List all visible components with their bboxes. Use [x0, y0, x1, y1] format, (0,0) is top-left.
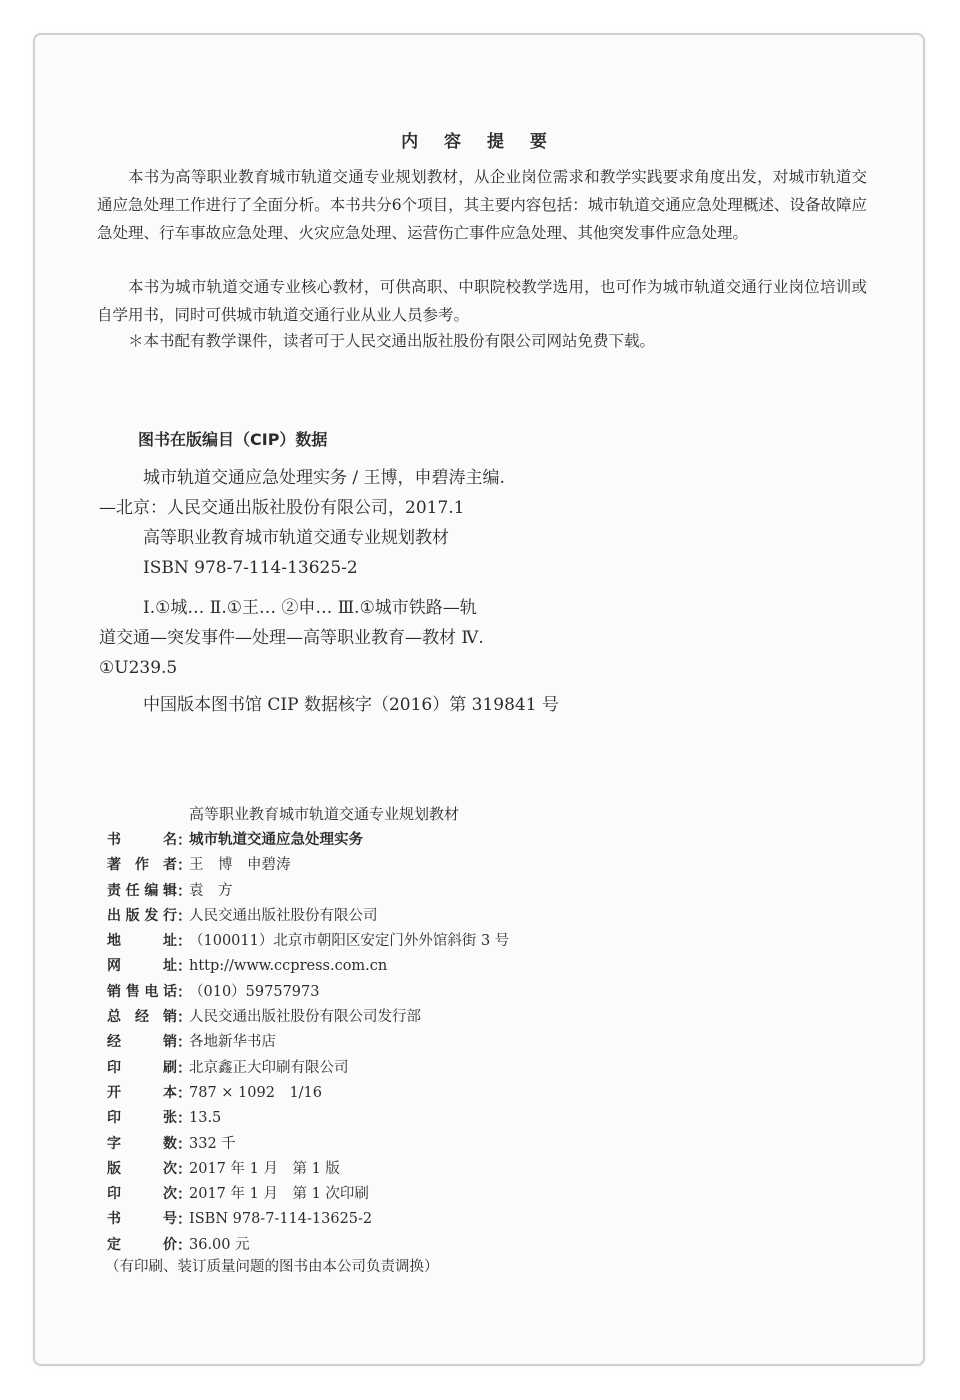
- info-label: 字数: [107, 1135, 177, 1152]
- info-value: 2017 年 1 月 第 1 版: [189, 1160, 340, 1177]
- info-row-isbn: 书号 ： ISBN 978-7-114-13625-2: [107, 1207, 509, 1232]
- info-value: 北京鑫正大印刷有限公司: [189, 1059, 349, 1076]
- info-row-website: 网址 ： http://www.ccpress.com.cn: [107, 954, 509, 979]
- info-label: 地址: [107, 933, 177, 950]
- copyright-page: [33, 33, 925, 1366]
- info-value: http://www.ccpress.com.cn: [189, 958, 388, 975]
- info-row-edition: 版次 ： 2017 年 1 月 第 1 版: [107, 1157, 509, 1182]
- info-row-publisher: 出版发行 ： 人民交通出版社股份有限公司: [107, 904, 509, 929]
- info-row-seller: 经销 ： 各地新华书店: [107, 1030, 509, 1055]
- info-label: 责任编辑: [107, 882, 177, 899]
- cip-line: Ⅰ.①城… Ⅱ.①王… ②申… Ⅲ.①城市铁路—轨: [143, 598, 477, 618]
- cip-line: 城市轨道交通应急处理实务 / 王博，申碧涛主编.: [143, 468, 505, 488]
- cip-block: [99, 463, 619, 683]
- info-row-wordcount: 字数 ： 332 千: [107, 1132, 509, 1157]
- copyright-info-list: [107, 828, 509, 1258]
- cip-line: 道交通—突发事件—处理—高等职业教育—教材 Ⅳ.: [99, 628, 484, 648]
- summary-paragraph-3: ＊本书配有教学课件，读者可于人民交通出版社股份有限公司网站免费下载。: [128, 332, 656, 350]
- info-row-editor: 责任编辑 ： 袁 方: [107, 879, 509, 904]
- info-row-address: 地址 ： （100011）北京市朝阳区安定门外外馆斜街 3 号: [107, 929, 509, 954]
- info-row-price: 定价 ： 36.00 元: [107, 1233, 509, 1258]
- cip-line: ISBN 978-7-114-13625-2: [143, 558, 358, 578]
- info-value: 332 千: [189, 1135, 236, 1152]
- info-label: 印刷: [107, 1059, 177, 1076]
- cip-record-number: 中国版本图书馆 CIP 数据核字（2016）第 319841 号: [143, 695, 559, 715]
- info-value: 787 × 1092 1/16: [189, 1084, 323, 1101]
- info-row-printer: 印刷 ： 北京鑫正大印刷有限公司: [107, 1056, 509, 1081]
- info-label: 定价: [107, 1236, 177, 1253]
- info-value: 王 博 申碧涛: [189, 857, 291, 874]
- info-value: 人民交通出版社股份有限公司发行部: [189, 1009, 421, 1026]
- info-label: 开本: [107, 1084, 177, 1101]
- info-value: 袁 方: [189, 882, 233, 899]
- summary-paragraph-1: 本书为高等职业教育城市轨道交通专业规划教材，从企业岗位需求和教学实践要求角度出发，对城市轨道交通应急处理工作进行了全面分析。本书共分6个项目，其主要内容包括：城市轨道交通应急处理概述、设备故障应急处理、行车事故应急处理、火灾应急处理、运营伤亡事件应急处理、其他突发事件应急处理。: [97, 168, 867, 242]
- info-label: 印张: [107, 1110, 177, 1127]
- info-label: 总经销: [107, 1009, 177, 1026]
- info-label: 版次: [107, 1160, 177, 1177]
- summary-heading: 内 容 提 要: [401, 132, 557, 152]
- info-label: 销售电话: [107, 983, 177, 1000]
- info-row-format: 开本 ： 787 × 1092 1/16: [107, 1081, 509, 1106]
- info-row-title: 书名 ： 城市轨道交通应急处理实务: [107, 828, 509, 853]
- info-row-distributor: 总经销 ： 人民交通出版社股份有限公司发行部: [107, 1005, 509, 1030]
- info-value: 城市轨道交通应急处理实务: [189, 832, 363, 848]
- cip-title: 图书在版编目（CIP）数据: [138, 430, 328, 449]
- info-value: 13.5: [189, 1110, 222, 1127]
- info-value: 各地新华书店: [189, 1034, 276, 1051]
- quality-note: （有印刷、装订质量问题的图书由本公司负责调换）: [105, 1259, 439, 1275]
- info-label: 书号: [107, 1211, 177, 1228]
- info-label: 网址: [107, 958, 177, 975]
- info-value: （100011）北京市朝阳区安定门外外馆斜街 3 号: [189, 933, 510, 950]
- summary-paragraph-2: 本书为城市轨道交通专业核心教材，可供高职、中职院校教学选用，也可作为城市轨道交通行业岗位培训或自学用书，同时可供城市轨道交通行业从业人员参考。: [97, 278, 867, 324]
- info-value: ISBN 978-7-114-13625-2: [189, 1211, 373, 1228]
- info-value: （010）59757973: [189, 983, 320, 1000]
- info-value: 2017 年 1 月 第 1 次印刷: [189, 1186, 369, 1203]
- series-name: 高等职业教育城市轨道交通专业规划教材: [189, 805, 460, 823]
- info-label: 著作者: [107, 857, 177, 874]
- info-row-sheets: 印张 ： 13.5: [107, 1106, 509, 1131]
- info-label: 出版发行: [107, 907, 177, 924]
- cip-line: 高等职业教育城市轨道交通专业规划教材: [143, 528, 449, 548]
- info-label: 书名: [107, 832, 177, 848]
- info-value: 36.00 元: [189, 1236, 250, 1253]
- cip-line: ①U239.5: [99, 658, 178, 678]
- info-value: 人民交通出版社股份有限公司: [189, 907, 378, 924]
- info-label: 印次: [107, 1186, 177, 1203]
- info-row-phone: 销售电话 ： （010）59757973: [107, 980, 509, 1005]
- info-row-author: 著作者 ： 王 博 申碧涛: [107, 853, 509, 878]
- info-label: 经销: [107, 1034, 177, 1051]
- info-row-printing: 印次 ： 2017 年 1 月 第 1 次印刷: [107, 1182, 509, 1207]
- cip-line: —北京：人民交通出版社股份有限公司，2017.1: [99, 498, 465, 518]
